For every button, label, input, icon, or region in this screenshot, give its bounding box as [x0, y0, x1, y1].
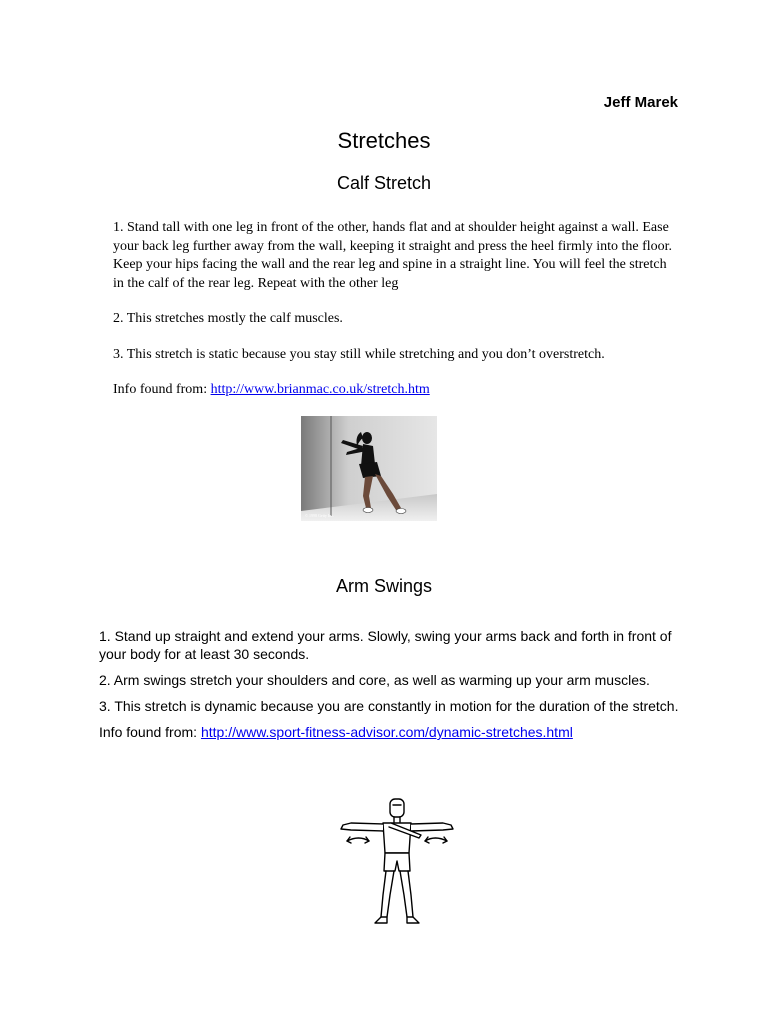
arm-info-label: Info found from:: [99, 724, 201, 740]
arm-swings-body: [99, 627, 679, 749]
arm-step-2: 2. Arm swings stretch your shoulders and core, as well as warming up your arm muscles.: [99, 672, 650, 688]
calf-stretch-photo: [301, 416, 437, 521]
arm-swings-heading: Arm Swings: [335, 576, 433, 596]
calf-step-1: 1. Stand tall with one leg in front of the other, hands flat and at shoulder height against a wall. Ease your back leg further away from the wall, keeping it straight and press the heel firmly into the floor. Keep your hips facing the wall and the rear leg and spine in a straight line. You will feel the stretch in the calf of the rear leg. Repeat with the other leg: [113, 220, 673, 291]
calf-step-3: 3. This stretch is static because you stay still while stretching and you don’t overstretch.: [113, 346, 605, 362]
photo-credit: © 1998 Getty Inc.: [305, 513, 335, 518]
calf-stretch-heading: Calf Stretch: [336, 173, 432, 193]
arm-step-1: 1. Stand up straight and extend your arms. Slowly, swing your arms back and forth in front of your body for at least 30 seconds.: [99, 628, 672, 662]
calf-source-link[interactable]: http://www.brianmac.co.uk/stretch.htm: [210, 382, 430, 397]
calf-info-line: [113, 381, 673, 400]
arm-swing-drawing: [335, 795, 460, 930]
calf-stretch-body: [113, 219, 673, 417]
arm-step-3: 3. This stretch is dynamic because you are constantly in motion for the duration of the stretch.: [99, 698, 679, 714]
document-title: Stretches: [337, 128, 431, 153]
calf-info-label: Info found from:: [113, 382, 211, 397]
calf-step-2: 2. This stretches mostly the calf muscles.: [113, 311, 343, 326]
arm-source-link[interactable]: http://www.sport-fitness-advisor.com/dynamic-stretches.html: [200, 724, 573, 740]
author-name: Jeff Marek: [603, 94, 678, 111]
arm-info-line: [99, 723, 679, 741]
